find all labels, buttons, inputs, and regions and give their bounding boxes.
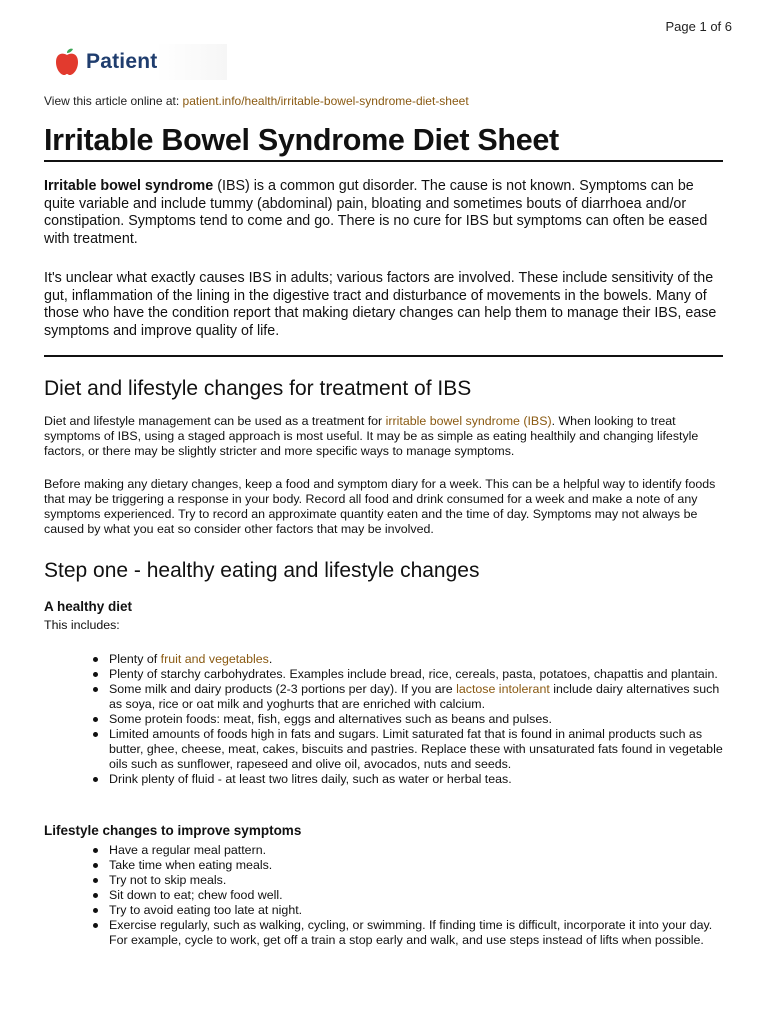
diet-paragraph-1 <box>44 414 728 459</box>
bullet-icon <box>93 717 98 722</box>
fruit-vegetables-link[interactable]: fruit and vegetables <box>160 652 269 666</box>
view-online-line <box>44 94 469 108</box>
list-item-text: Sit down to eat; chew food well. <box>109 888 283 902</box>
healthy-diet-list <box>44 652 728 787</box>
list-item-text: Drink plenty of fluid - at least two litres daily, such as water or herbal teas. <box>109 772 512 786</box>
apple-logo-icon <box>54 48 80 76</box>
list-item-text: Try not to skip meals. <box>109 873 227 887</box>
section-heading-step-one: Step one - healthy eating and lifestyle changes <box>44 559 480 582</box>
list-item-text: Try to avoid eating too late at night. <box>109 903 303 917</box>
intro-paragraph-1 <box>44 178 724 248</box>
list-item-text: Plenty of <box>109 652 161 666</box>
healthy-diet-intro: This includes: <box>44 618 120 632</box>
subheading-lifestyle-changes: Lifestyle changes to improve symptoms <box>44 823 302 838</box>
intro-paragraph-2: It's unclear what exactly causes IBS in adults; various factors are involved. These include sensitivity of the gut, inflammation of the lining in the digestive tract and disturbance of movements in the bowels. Many of those who have the condition report that making dietary changes can help them to manage their IBS, ease symptoms and improve quality of life. <box>44 270 717 339</box>
section-divider <box>44 355 723 357</box>
lactose-intolerant-link[interactable]: lactose intolerant <box>456 682 550 696</box>
bullet-icon <box>93 923 98 928</box>
bullet-icon <box>93 777 98 782</box>
list-item-text: Take time when eating meals. <box>109 858 273 872</box>
bullet-icon <box>93 732 98 737</box>
ibs-term: Irritable bowel syndrome <box>44 178 214 194</box>
list-item <box>44 918 728 948</box>
list-item-text: . <box>268 652 273 666</box>
view-online-prefix: View this article online at: <box>44 94 183 108</box>
page-number: Page 1 of 6 <box>665 19 732 34</box>
page-title: Irritable Bowel Syndrome Diet Sheet <box>44 122 723 162</box>
list-item-text: include dairy alternatives such as soya, rice or oat milk and yoghurts that are enriched with calcium. <box>109 682 720 711</box>
list-item <box>44 667 728 682</box>
ibs-link[interactable]: irritable bowel syndrome (IBS) <box>385 414 552 428</box>
list-item <box>44 772 728 787</box>
list-item <box>44 858 728 873</box>
list-item <box>44 873 728 888</box>
list-item <box>44 712 728 727</box>
diet-p1-after: . When looking to treat symptoms of IBS, using a staged approach is most useful. It may be as simple as eating healthily and changing lifestyle factors, or there may be slightly stricter and more specific ways to manage symptoms. <box>44 414 699 458</box>
list-item <box>44 888 728 903</box>
bullet-icon <box>93 908 98 913</box>
bullet-icon <box>93 848 98 853</box>
list-item <box>44 903 728 918</box>
bullet-icon <box>93 893 98 898</box>
bullet-icon <box>93 657 98 662</box>
logo-text: Patient <box>86 50 158 73</box>
bullet-icon <box>93 863 98 868</box>
list-item <box>44 727 728 772</box>
bullet-icon <box>93 878 98 883</box>
intro-p1-text: (IBS) is a common gut disorder. The cause is not known. Symptoms can be quite variable and include tummy (abdominal) pain, bloating and sometimes bouts of diarrhoea and/or constipation. Symptoms tend to come and go. There is no cure for IBS but symptoms can often be eased with treatment. <box>44 178 708 247</box>
list-item-text: Limited amounts of foods high in fats and sugars. Limit saturated fat that is found in animal products such as butter, ghee, cheese, meat, cakes, biscuits and pastries. Replace these with unsaturated fats found in vegetable oils such as sunflower, rapeseed and olive oil, avocados, nuts and seeds. <box>109 727 723 771</box>
list-item-text: Some milk and dairy products (2-3 portions per day). If you are <box>109 682 457 696</box>
list-item-text: Have a regular meal pattern. <box>109 843 267 857</box>
subheading-healthy-diet: A healthy diet <box>44 599 133 614</box>
list-item <box>44 843 728 858</box>
lifestyle-list <box>44 843 728 948</box>
bullet-icon <box>93 687 98 692</box>
diet-paragraph-2: Before making any dietary changes, keep a food and symptom diary for a week. This can be a helpful way to identify foods that may be triggering a response in your body. Record all food and drink consumed for a week and make a note of any symptoms experienced. Try to record an approximate quantity eaten and the time of day. Symptoms may not always be caused by what you eat so consider other factors that may be involved. <box>44 477 716 536</box>
article-url-link[interactable]: patient.info/health/irritable-bowel-syndrome-diet-sheet <box>182 94 469 108</box>
diet-p1-before: Diet and lifestyle management can be used as a treatment for <box>44 414 386 428</box>
patient-logo[interactable] <box>50 44 227 80</box>
list-item <box>44 682 728 712</box>
list-item <box>44 652 728 667</box>
list-item-text: Exercise regularly, such as walking, cycling, or swimming. If finding time is difficult, incorporate it into your day. For example, cycle to work, get off a train a stop early and walk, and use steps instead of lifts when possible. <box>109 918 713 947</box>
list-item-text: Some protein foods: meat, fish, eggs and alternatives such as beans and pulses. <box>109 712 552 726</box>
section-heading-diet-lifestyle: Diet and lifestyle changes for treatment of IBS <box>44 377 472 400</box>
list-item-text: Plenty of starchy carbohydrates. Examples include bread, rice, cereals, pasta, potatoes, chapattis and plantain. <box>109 667 718 681</box>
bullet-icon <box>93 672 98 677</box>
